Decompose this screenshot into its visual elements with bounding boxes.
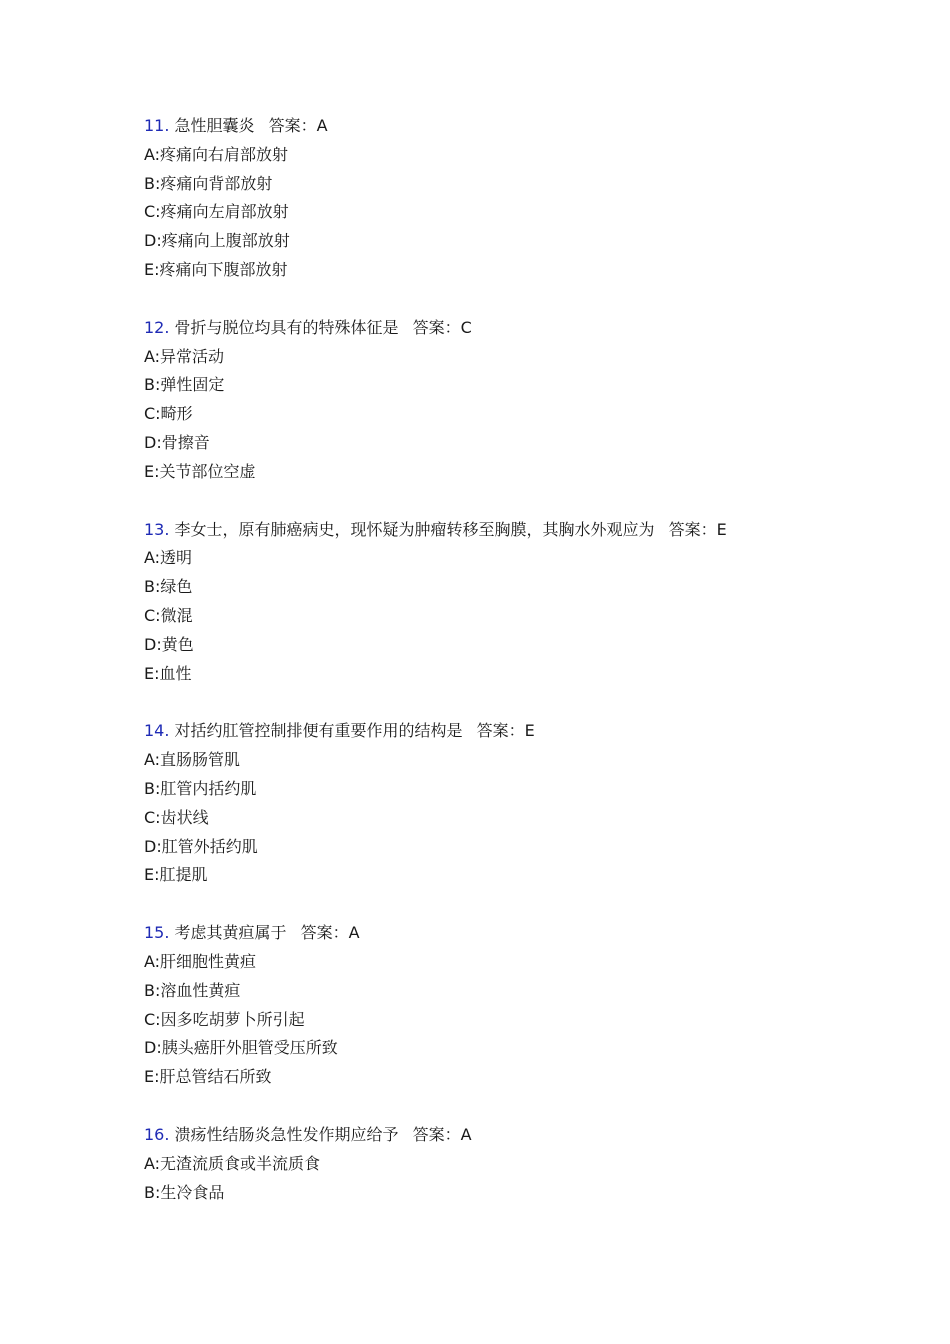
question-number: 15 [144,923,165,943]
question-number-separator: . [164,923,170,943]
question-stem [144,919,904,948]
question-stem [144,717,904,746]
option-e: E:肝总管结石所致 [144,1067,272,1087]
answer-key: 答案：E [476,721,535,741]
option-e: E:血性 [144,663,192,683]
option-d: D:疼痛向上腹部放射 [144,231,290,251]
option-a: A:直肠肠管肌 [144,750,241,770]
question-14 [144,717,904,890]
option-c: C:疼痛向左肩部放射 [144,202,289,222]
question-number: 11 [144,116,165,135]
option-e: E:关节部位空虚 [144,461,256,481]
option-e: E:疼痛向下腹部放射 [144,259,288,279]
option-e: E:肛提肌 [144,865,208,885]
option-a: A:异常活动 [144,346,225,366]
answer-key: 答案：C [412,317,472,337]
question-number-separator: . [164,116,170,135]
question-number: 16 [144,1124,165,1144]
answer-key: 答案：A [300,923,360,943]
question-16 [144,1121,904,1207]
question-number-separator: . [164,519,170,539]
question-stem [144,1121,904,1150]
question-text: 考虑其黄疸属于 [174,923,287,943]
answer-key: 答案：A [412,1124,472,1144]
question-12 [144,314,904,487]
option-a: A:疼痛向右肩部放射 [144,144,289,164]
question-list [144,112,904,1236]
option-d: D:骨擦音 [144,432,210,452]
question-number-separator: . [164,721,170,741]
question-number-separator: . [164,317,170,337]
question-stem [144,516,904,545]
question-number: 12 [144,317,165,337]
answer-key: 答案：A [268,116,328,135]
question-number: 13 [144,519,165,539]
question-number-separator: . [164,1124,170,1144]
question-stem [144,112,904,141]
question-stem [144,314,904,343]
option-c: C:因多吃胡萝卜所引起 [144,1009,305,1029]
option-c: C:畸形 [144,404,193,424]
option-b: B:溶血性黄疸 [144,980,241,1000]
option-c: C:齿状线 [144,807,209,827]
option-b: B:弹性固定 [144,375,225,395]
option-d: D:黄色 [144,634,194,654]
question-text: 李女士，原有肺癌病史，现怀疑为肿瘤转移至胸膜，其胸水外观应为 [174,519,655,539]
answer-key: 答案：E [668,519,727,539]
question-text: 骨折与脱位均具有的特殊体征是 [174,317,399,337]
question-text: 溃疡性结肠炎急性发作期应给予 [174,1124,399,1144]
option-b: B:肛管内括约肌 [144,778,257,798]
option-a: A:透明 [144,548,193,568]
question-11 [144,112,904,285]
question-text: 急性胆囊炎 [174,116,255,135]
option-d: D:胰头癌肝外胆管受压所致 [144,1038,338,1058]
option-d: D:肛管外括约肌 [144,836,258,856]
question-13 [144,516,904,689]
question-text: 对括约肛管控制排便有重要作用的结构是 [174,721,463,741]
question-number: 14 [144,721,165,741]
option-b: B:绿色 [144,577,193,597]
option-b: B:生冷食品 [144,1182,225,1202]
option-c: C:微混 [144,605,193,625]
option-a: A:肝细胞性黄疸 [144,951,257,971]
question-15 [144,919,904,1092]
option-a: A:无渣流质食或半流质食 [144,1153,321,1173]
option-b: B:疼痛向背部放射 [144,173,273,193]
